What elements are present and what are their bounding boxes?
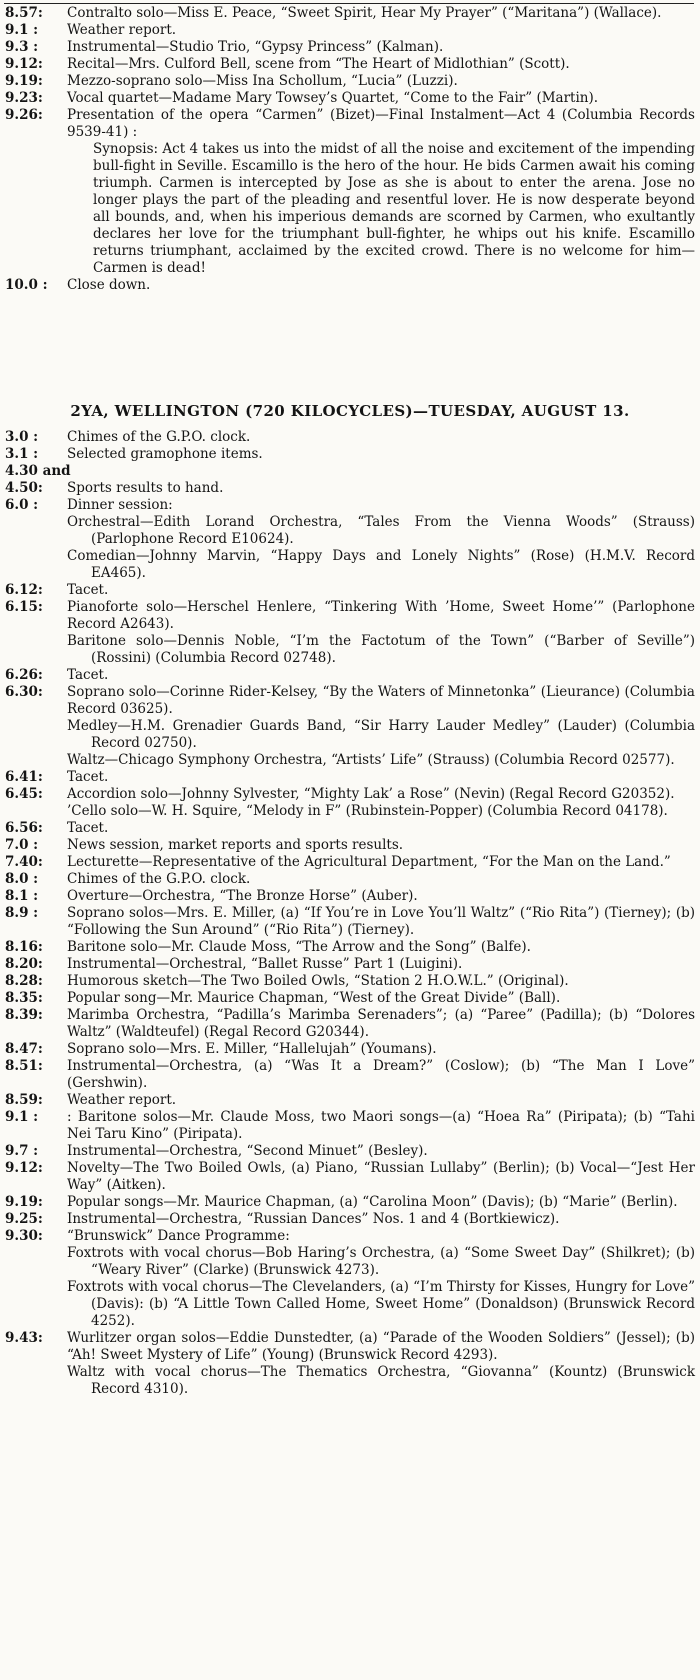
programme-entry	[5, 905, 695, 939]
entry-time: 9.23:	[5, 90, 43, 106]
programme-entry	[5, 973, 695, 990]
entry-text: Instrumental—Orchestral, “Ballet Russe” Part 1 (Luigini).	[67, 956, 463, 972]
entry-text: Instrumental—Orchestra, “Russian Dances” Nos. 1 and 4 (Bortkiewicz).	[67, 1211, 560, 1227]
programme-entry	[5, 786, 695, 803]
entry-text: “Brunswick” Dance Programme:	[67, 1228, 290, 1244]
entry-text: : Baritone solos—Mr. Claude Moss, two Maori songs—(a) “Hoea Ra” (Piripata); (b) “Tahi Nei Taru Kino” (Piripata).	[67, 1109, 695, 1142]
entry-time: 9.19:	[5, 1194, 43, 1210]
programme-entry	[5, 39, 695, 56]
entry-time: 6.0 :	[5, 497, 39, 513]
entry-time: 9.26:	[5, 107, 43, 123]
programme-entry	[5, 497, 695, 514]
entry-time: 8.51:	[5, 1058, 43, 1074]
entry-text: Overture—Orchestra, “The Bronze Horse” (Auber).	[67, 888, 418, 904]
programme-sub-entry	[67, 1245, 695, 1279]
programme-entry	[5, 990, 695, 1007]
carmen-synopsis: Synopsis: Act 4 takes us into the midst of all the noise and excitement of the impending bull-fight in Seville. Escamillo is the hero of the hour. He bids Carmen await his coming triumph. Carmen is intercepted by Jose as she is about to enter the arena. Jose no longer plays the part of the pleading and resentful lover. He is now desperate beyond all bounds, and, when his imperious demands are scorned by Carmen, who exultantly declares her love for the triumphant bull-fighter, he whips out his knife. Escamillo returns triumphant, acclaimed by the excited crowd. There is no welcome for him—Carmen is dead!	[93, 141, 695, 276]
entry-time: 8.35:	[5, 990, 43, 1006]
programme-entry	[5, 888, 695, 905]
entry-text: Sports results to hand.	[67, 480, 224, 496]
programme-entry	[5, 5, 695, 22]
sub-entry-text: Waltz with vocal chorus—The Thematics Orchestra, “Giovanna” (Kountz) (Brunswick Record 4310).	[67, 1364, 695, 1397]
entry-text: Soprano solo—Corinne Rider-Kelsey, “By the Waters of Minnetonka” (Lieurance) (Columbia Record 03625).	[67, 684, 695, 717]
top-rule	[4, 3, 694, 4]
programme-sub-entry	[67, 803, 695, 820]
entry-text: Selected gramophone items.	[67, 446, 263, 462]
entry-text: Weather report.	[67, 22, 177, 38]
programme-entry	[5, 820, 695, 837]
entry-text: Presentation of the opera “Carmen” (Bizet)—Final Instalment—Act 4 (Columbia Records 9539-41) :	[67, 107, 695, 140]
entry-time: 9.43:	[5, 1330, 43, 1346]
entry-text: Soprano solos—Mrs. E. Miller, (a) “If You’re in Love You’ll Waltz” (“Rio Rita”) (Tierney); (b) “Following the Sun Around” (“Rio Rita”) (Tierney).	[67, 905, 695, 938]
entry-text: Tacet.	[67, 582, 109, 598]
entry-text: Novelty—The Two Boiled Owls, (a) Piano, “Russian Lullaby” (Berlin); (b) Vocal—“Jest Her Way” (Aitken).	[67, 1160, 695, 1193]
entry-text: Wurlitzer organ solos—Eddie Dunstedter, (a) “Parade of the Wooden Soldiers” (Jessel); (b) “Ah! Sweet Mystery of Life” (Young) (Brunswick Record 4293).	[67, 1330, 695, 1363]
sub-entry-text: Waltz—Chicago Symphony Orchestra, “Artists’ Life” (Strauss) (Columbia Record 02577).	[67, 752, 675, 768]
entry-text: Accordion solo—Johnny Sylvester, “Mighty Lak’ a Rose” (Nevin) (Regal Record G20352).	[67, 786, 675, 802]
programme-entry	[5, 769, 695, 786]
entry-time: 8.47:	[5, 1041, 43, 1057]
entry-time: 3.0 :	[5, 429, 39, 445]
programme-sub-entry	[67, 514, 695, 548]
entry-time: 9.19:	[5, 73, 43, 89]
programme-entry	[5, 1143, 695, 1160]
programme-sub-entry	[67, 718, 695, 752]
programme-entry	[5, 1228, 695, 1245]
entry-time: 7.0 :	[5, 837, 39, 853]
programme-entry	[5, 939, 695, 956]
entry-text: Recital—Mrs. Culford Bell, scene from “The Heart of Midlothian” (Scott).	[67, 56, 570, 72]
entry-time: 6.56:	[5, 820, 43, 836]
programme-entry	[5, 107, 695, 141]
programme-entry	[5, 1109, 695, 1143]
programme-entry	[5, 837, 695, 854]
sub-entry-text: Foxtrots with vocal chorus—Bob Haring’s Orchestra, (a) “Some Sweet Day” (Shilkret); (b) “Weary River” (Clarke) (Brunswick 4273).	[67, 1245, 695, 1278]
entry-text: Mezzo-soprano solo—Miss Ina Schollum, “Lucia” (Luzzi).	[67, 73, 458, 89]
entry-text: Humorous sketch—The Two Boiled Owls, “Station 2 H.O.W.L.” (Original).	[67, 973, 569, 989]
programme-entry	[5, 1058, 695, 1092]
programme-entry	[5, 1160, 695, 1194]
entry-time: 9.1 :	[5, 22, 39, 38]
programme-entry	[5, 73, 695, 90]
entry-text: Chimes of the G.P.O. clock.	[67, 429, 251, 445]
entry-time: 6.12:	[5, 582, 43, 598]
sub-entry-text: ’Cello solo—W. H. Squire, “Melody in F” (Rubinstein-Popper) (Columbia Record 04178).	[67, 803, 668, 819]
entry-time: 9.25:	[5, 1211, 43, 1227]
entry-time: 6.45:	[5, 786, 43, 802]
programme-entry	[5, 1194, 695, 1211]
entry-text: Instrumental—Studio Trio, “Gypsy Princess” (Kalman).	[67, 39, 444, 55]
entry-text: Instrumental—Orchestra, (a) “Was It a Dream?” (Coslow); (b) “The Man I Love” (Gershwin).	[67, 1058, 695, 1091]
entry-time: 6.41:	[5, 769, 43, 785]
programme-entry	[5, 871, 695, 888]
entry-time: 8.16:	[5, 939, 43, 955]
section-b	[5, 429, 695, 1398]
entry-text: Pianoforte solo—Herschel Henlere, “Tinkering With ’Home, Sweet Home’” (Parlophone Record A2643).	[67, 599, 695, 632]
programme-entry	[5, 1211, 695, 1228]
programme-entry	[5, 1041, 695, 1058]
entry-text: Dinner session:	[67, 497, 173, 513]
sub-entry-text: Medley—H.M. Grenadier Guards Band, “Sir Harry Lauder Medley” (Lauder) (Columbia Record 02750).	[67, 718, 695, 751]
entry-time: 8.28:	[5, 973, 43, 989]
programme-sub-entry	[67, 548, 695, 582]
entry-text: Tacet.	[67, 820, 109, 836]
entry-text: Tacet.	[67, 667, 109, 683]
entry-time: 9.7 :	[5, 1143, 39, 1159]
section-a	[5, 5, 695, 294]
entry-time: 3.1 :	[5, 446, 39, 462]
entry-text: Popular songs—Mr. Maurice Chapman, (a) “Carolina Moon” (Davis); (b) “Marie” (Berlin).	[67, 1194, 678, 1210]
programme-entry	[5, 1092, 695, 1109]
programme-entry	[5, 463, 695, 480]
entry-time: 8.39:	[5, 1007, 43, 1023]
sub-entry-text: Baritone solo—Dennis Noble, “I’m the Factotum of the Town” (“Barber of Seville”) (Rossini) (Columbia Record 02748).	[67, 633, 695, 666]
entry-text: Weather report.	[67, 1092, 177, 1108]
entry-text: Contralto solo—Miss E. Peace, “Sweet Spirit, Hear My Prayer” (“Maritana”) (Wallace).	[67, 5, 662, 21]
entry-text: Vocal quartet—Madame Mary Towsey’s Quartet, “Come to the Fair” (Martin).	[67, 90, 599, 106]
sub-entry-text: Orchestral—Edith Lorand Orchestra, “Tales From the Vienna Woods” (Strauss) (Parlophone Record E10624).	[67, 514, 695, 547]
entry-time: 8.20:	[5, 956, 43, 972]
entry-time: 8.57:	[5, 5, 43, 21]
entry-text: News session, market reports and sports results.	[67, 837, 404, 853]
programme-entry	[5, 684, 695, 718]
station-heading: 2YA, WELLINGTON (720 KILOCYCLES)—TUESDAY, AUGUST 13.	[70, 402, 630, 420]
entry-time: 6.15:	[5, 599, 43, 615]
programme-entry	[5, 667, 695, 684]
programme-entry	[5, 1007, 695, 1041]
entry-text: Soprano solo—Mrs. E. Miller, “Hallelujah” (Youmans).	[67, 1041, 437, 1057]
programme-entry	[5, 854, 695, 871]
programme-entry	[5, 22, 695, 39]
entry-time: 9.3 :	[5, 39, 39, 55]
entry-time: 9.12:	[5, 1160, 43, 1176]
entry-text: Lecturette—Representative of the Agricultural Department, “For the Man on the Land.”	[67, 854, 671, 870]
programme-entry	[5, 90, 695, 107]
programme-sub-entry	[67, 1279, 695, 1330]
entry-time: 9.12:	[5, 56, 43, 72]
programme-sub-entry	[67, 633, 695, 667]
entry-time: 8.59:	[5, 1092, 43, 1108]
entry-time: 8.0 :	[5, 871, 39, 887]
entry-text: Marimba Orchestra, “Padilla’s Marimba Serenaders”; (a) “Paree” (Padilla); (b) “Dolores Waltz” (Waldteufel) (Regal Record G20344).	[67, 1007, 695, 1040]
programme-entry	[5, 429, 695, 446]
entry-time: 7.40:	[5, 854, 43, 870]
programme-entry-close-down	[5, 277, 695, 294]
programme-entry	[5, 480, 695, 497]
programme-entry	[5, 56, 695, 73]
sub-entry-text: Foxtrots with vocal chorus—The Clevelanders, (a) “I’m Thirsty for Kisses, Hungry for Love” (Davis): (b) “A Little Town Called Home, Sweet Home” (Donaldson) (Brunswick Record 4252).	[67, 1279, 695, 1329]
programme-entry	[5, 1330, 695, 1364]
programme-entry	[5, 446, 695, 463]
programme-entry	[5, 599, 695, 633]
entry-time: 8.1 :	[5, 888, 39, 904]
programme-sub-entry	[67, 752, 695, 769]
programme-entry	[5, 582, 695, 599]
entry-time: 4.30 and	[5, 463, 71, 479]
entry-text: Tacet.	[67, 769, 109, 785]
entry-text: Close down.	[67, 277, 151, 293]
entry-text: Instrumental—Orchestra, “Second Minuet” (Besley).	[67, 1143, 428, 1159]
entry-time: 10.0 :	[5, 277, 48, 293]
programme-entry	[5, 956, 695, 973]
entry-text: Chimes of the G.P.O. clock.	[67, 871, 251, 887]
entry-time: 6.26:	[5, 667, 43, 683]
entry-time: 8.9 :	[5, 905, 39, 921]
sub-entry-text: Comedian—Johnny Marvin, “Happy Days and Lonely Nights” (Rose) (H.M.V. Record EA465).	[67, 548, 695, 581]
programme-sub-entry	[67, 1364, 695, 1398]
entry-text: Popular song—Mr. Maurice Chapman, “West of the Great Divide” (Ball).	[67, 990, 561, 1006]
entry-time: 9.30:	[5, 1228, 43, 1244]
entry-time: 4.50:	[5, 480, 43, 496]
entry-time: 9.1 :	[5, 1109, 39, 1125]
entry-time: 6.30:	[5, 684, 43, 700]
entry-text: Baritone solo—Mr. Claude Moss, “The Arrow and the Song” (Balfe).	[67, 939, 531, 955]
